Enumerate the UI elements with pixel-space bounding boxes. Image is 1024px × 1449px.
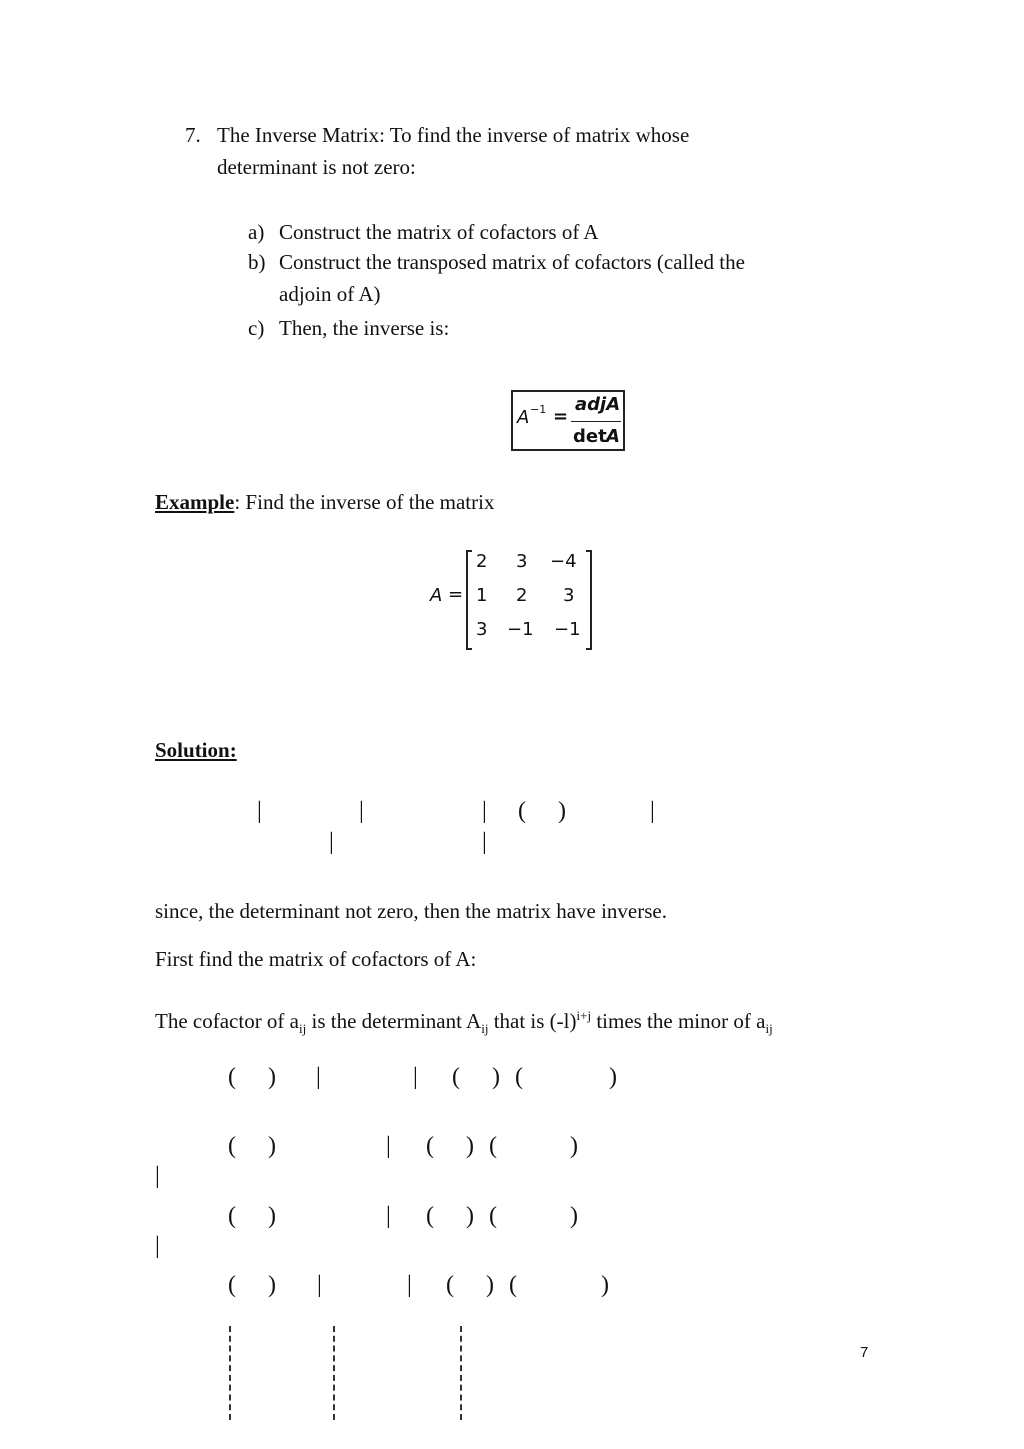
step-b-text: Construct the transposed matrix of cofactors (called the bbox=[279, 250, 745, 274]
dashed-guide-line bbox=[460, 1326, 462, 1420]
equation-glyph: | bbox=[359, 798, 364, 824]
page-number: 7 bbox=[860, 1344, 869, 1361]
cofactor-subscript: ij bbox=[765, 1021, 773, 1037]
equation-glyph: ( bbox=[228, 1133, 236, 1159]
equation-glyph: | bbox=[329, 829, 334, 855]
formula-fraction-bar bbox=[571, 421, 621, 422]
matrix-cell: 2 bbox=[476, 551, 488, 572]
cofactor-text: that is (-l) bbox=[488, 1009, 577, 1033]
section-heading-line-2: determinant is not zero: bbox=[217, 155, 416, 179]
matrix-cell: 2 bbox=[516, 585, 528, 606]
dashed-guide-line bbox=[333, 1326, 335, 1420]
example-label: Example bbox=[155, 490, 235, 514]
matrix-cell: 3 bbox=[563, 585, 575, 606]
example-line bbox=[155, 487, 494, 517]
equation-glyph: ( bbox=[228, 1203, 236, 1229]
matrix-cell: −1 bbox=[507, 619, 534, 640]
equation-glyph: | bbox=[316, 1064, 321, 1090]
equation-glyph: ) bbox=[601, 1272, 609, 1298]
equation-glyph: ( bbox=[426, 1133, 434, 1159]
formula-denominator-det: det bbox=[573, 426, 607, 447]
equation-glyph: ) bbox=[558, 798, 566, 824]
matrix-cell: 1 bbox=[476, 585, 488, 606]
matrix-name: A bbox=[430, 585, 443, 606]
equation-glyph: ( bbox=[228, 1272, 236, 1298]
matrix-equals: = bbox=[448, 584, 464, 605]
equation-glyph: ) bbox=[570, 1203, 578, 1229]
paragraph-find-cofactors: First find the matrix of cofactors of A: bbox=[155, 947, 477, 971]
equation-glyph: | bbox=[386, 1133, 391, 1159]
equation-glyph: ( bbox=[446, 1272, 454, 1298]
equation-glyph: ) bbox=[268, 1133, 276, 1159]
equation-glyph: ( bbox=[426, 1203, 434, 1229]
equation-glyph: ) bbox=[492, 1064, 500, 1090]
cofactor-text: times the minor of a bbox=[591, 1009, 766, 1033]
cofactor-superscript: i+j bbox=[576, 1008, 592, 1023]
section-heading-line-1: The Inverse Matrix: To find the inverse of matrix whose bbox=[217, 123, 690, 147]
equation-glyph: | bbox=[155, 1163, 160, 1189]
equation-glyph: ) bbox=[466, 1203, 474, 1229]
solution-heading: Solution: bbox=[155, 738, 237, 762]
equation-glyph: | bbox=[155, 1233, 160, 1259]
cofactor-subscript: ij bbox=[299, 1021, 307, 1037]
formula-equals: = bbox=[553, 406, 569, 427]
cofactor-subscript: ij bbox=[481, 1021, 489, 1037]
equation-glyph: ) bbox=[486, 1272, 494, 1298]
list-number: 7. bbox=[185, 123, 201, 147]
equation-glyph: ( bbox=[452, 1064, 460, 1090]
equation-glyph: ( bbox=[509, 1272, 517, 1298]
step-a-text: Construct the matrix of cofactors of A bbox=[279, 220, 599, 244]
equation-glyph: | bbox=[317, 1272, 322, 1298]
paragraph-cofactor-definition bbox=[155, 1001, 773, 1044]
formula-lhs-exponent: −1 bbox=[530, 403, 547, 416]
equation-glyph: ) bbox=[609, 1064, 617, 1090]
equation-glyph: ) bbox=[466, 1133, 474, 1159]
formula-lhs: A bbox=[517, 407, 530, 428]
equation-glyph: ( bbox=[489, 1133, 497, 1159]
equation-glyph: | bbox=[413, 1064, 418, 1090]
cofactor-text: The cofactor of a bbox=[155, 1009, 299, 1033]
step-b-marker: b) bbox=[248, 250, 266, 274]
equation-glyph: | bbox=[650, 798, 655, 824]
example-text: : Find the inverse of the matrix bbox=[234, 490, 495, 514]
step-c-marker: c) bbox=[248, 316, 265, 340]
equation-glyph: ) bbox=[570, 1133, 578, 1159]
equation-glyph: | bbox=[386, 1203, 391, 1229]
equation-glyph: ( bbox=[515, 1064, 523, 1090]
dashed-guide-line bbox=[229, 1326, 231, 1420]
equation-glyph: | bbox=[407, 1272, 412, 1298]
equation-glyph: ( bbox=[518, 798, 526, 824]
step-a-marker: a) bbox=[248, 220, 265, 244]
matrix-a bbox=[418, 545, 608, 655]
matrix-cell: −4 bbox=[550, 551, 577, 572]
equation-glyph: ( bbox=[489, 1203, 497, 1229]
matrix-cell: 3 bbox=[476, 619, 488, 640]
equation-glyph: | bbox=[482, 798, 487, 824]
equation-glyph: | bbox=[257, 798, 262, 824]
step-c-text: Then, the inverse is: bbox=[279, 316, 450, 340]
equation-glyph: ) bbox=[268, 1203, 276, 1229]
equation-glyph: ) bbox=[268, 1272, 276, 1298]
formula-denominator-var: A bbox=[606, 426, 620, 447]
matrix-cell: −1 bbox=[554, 619, 581, 640]
equation-glyph: ( bbox=[228, 1064, 236, 1090]
inverse-formula-box bbox=[511, 390, 625, 451]
step-b-text-continued: adjoin of A) bbox=[279, 282, 381, 306]
matrix-cell: 3 bbox=[516, 551, 528, 572]
equation-glyph: | bbox=[482, 829, 487, 855]
cofactor-text: is the determinant A bbox=[306, 1009, 482, 1033]
equation-glyph: ) bbox=[268, 1064, 276, 1090]
formula-numerator: adjA bbox=[575, 394, 621, 415]
paragraph-inverse-exists: since, the determinant not zero, then the matrix have inverse. bbox=[155, 899, 667, 923]
